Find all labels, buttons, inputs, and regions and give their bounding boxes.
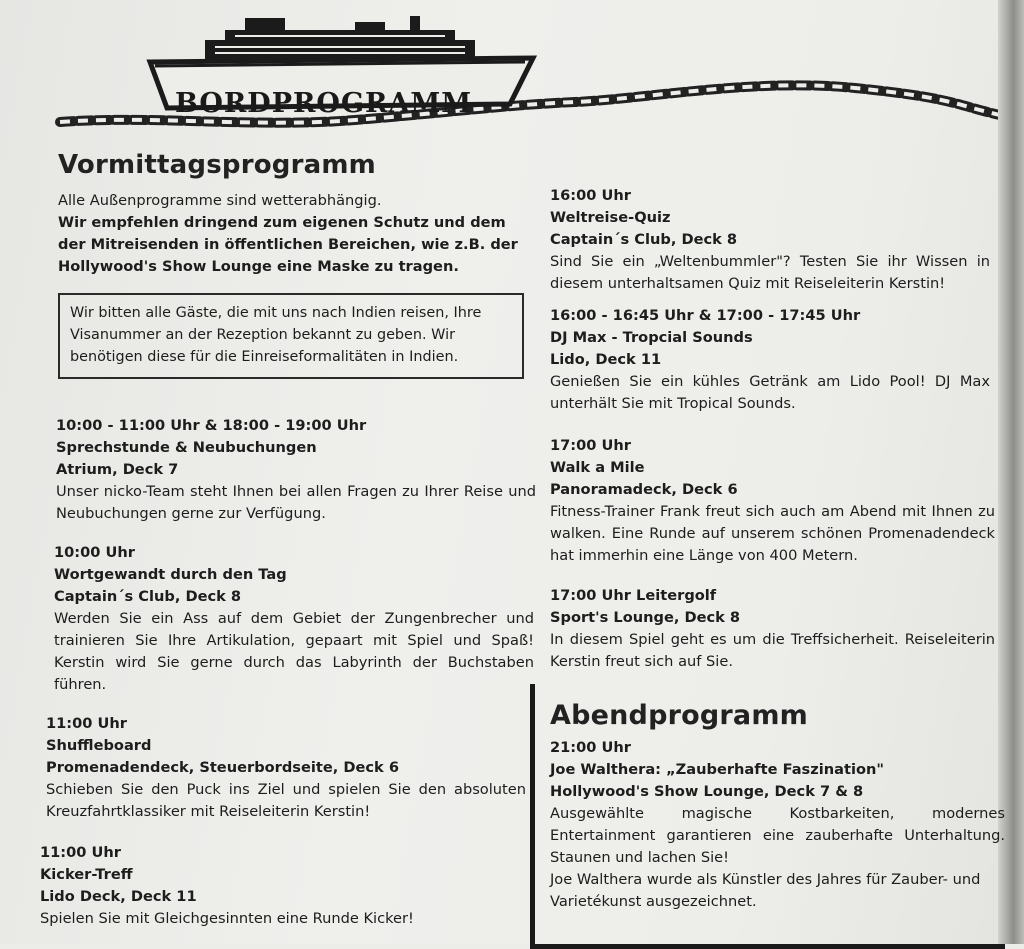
event-location: Promenadendeck, Steuerbordseite, Deck 6 xyxy=(46,759,399,776)
event-item xyxy=(46,713,526,823)
event-location: Captain´s Club, Deck 8 xyxy=(54,588,242,605)
event-location: Sport's Lounge, Deck 8 xyxy=(550,609,741,626)
event-location: Atrium, Deck 7 xyxy=(56,461,179,478)
intro-weather-note: Alle Außenprogramme sind wetterabhängig. xyxy=(58,192,382,209)
event-description: Werden Sie ein Ass auf dem Gebiet der Zungenbrecher und trainieren Sie Ihre Artikulation, gepaart mit Spiel und Spaß! Kerstin wird Sie gerne durch das Labyrinth der Buchstaben führen. xyxy=(54,610,534,693)
event-item xyxy=(550,185,990,295)
cruise-ship-icon xyxy=(55,10,1005,140)
event-description: In diesem Spiel geht es um die Treffsicherheit. Reiseleiterin Kerstin freut sich auf Sie. xyxy=(550,631,995,670)
event-title: DJ Max - Tropcial Sounds xyxy=(550,329,753,346)
event-title: Shuffleboard xyxy=(46,737,152,754)
visa-notice-box xyxy=(58,293,524,379)
event-item xyxy=(550,305,990,415)
event-time: 16:00 Uhr xyxy=(550,187,631,204)
event-location: Hollywood's Show Lounge, Deck 7 & 8 xyxy=(550,783,864,800)
event-time: 11:00 Uhr xyxy=(40,844,121,861)
event-item xyxy=(54,542,534,696)
morning-heading: Vormittagsprogramm xyxy=(58,150,376,180)
event-title: Joe Walthera: „Zauberhafte Faszination" xyxy=(550,761,884,778)
program-title: BORDPROGRAMM xyxy=(175,88,473,119)
event-description: Schieben Sie den Puck ins Ziel und spielen Sie den absoluten Kreuzfahrtklassiker mit Reiseleiterin Kerstin! xyxy=(46,781,526,820)
event-location: Panoramadeck, Deck 6 xyxy=(550,481,738,498)
event-description: Spielen Sie mit Gleichgesinnten eine Runde Kicker! xyxy=(40,910,414,927)
event-description: Ausgewählte magische Kostbarkeiten, modernes Entertainment garantieren eine zauberhafte Unterhaltung. Staunen und lachen Sie! xyxy=(550,805,1005,866)
event-time: 10:00 - 11:00 Uhr & 18:00 - 19:00 Uhr xyxy=(56,417,367,434)
event-title: Kicker-Treff xyxy=(40,866,133,883)
event-item xyxy=(550,585,995,673)
event-title: Weltreise-Quiz xyxy=(550,209,671,226)
intro xyxy=(58,190,528,278)
event-time: 16:00 - 16:45 Uhr & 17:00 - 17:45 Uhr xyxy=(550,307,861,324)
event-description: Fitness-Trainer Frank freut sich auch am Abend mit Ihnen zu walken. Eine Runde auf unserem schönen Promenadendeck hat immerhin eine Länge von 400 Metern. xyxy=(550,503,995,564)
event-time: 10:00 Uhr xyxy=(54,544,135,561)
intro-mask-note: Wir empfehlen dringend zum eigenen Schutz und dem der Mitreisenden in öffentlichen Bereichen, wie z.B. der Hollywood's Show Lounge eine Maske zu tragen. xyxy=(58,214,518,275)
event-time: 21:00 Uhr xyxy=(550,739,631,756)
event-description: Genießen Sie ein kühles Getränk am Lido Pool! DJ Max unterhält Sie mit Tropical Sounds. xyxy=(550,373,990,412)
event-title: Wortgewandt durch den Tag xyxy=(54,566,287,583)
evening-section xyxy=(550,700,1005,913)
visa-notice-text: Wir bitten alle Gäste, die mit uns nach Indien reisen, Ihre Visanummer an der Rezeption bekannt zu geben. Wir benötigen diese für die Einreiseformalitäten in Indien. xyxy=(70,305,482,365)
event-item xyxy=(56,415,536,525)
event-item xyxy=(40,842,520,930)
event-time: 17:00 Uhr xyxy=(550,437,631,454)
event-location: Captain´s Club, Deck 8 xyxy=(550,231,738,248)
event-title: Walk a Mile xyxy=(550,459,645,476)
header xyxy=(55,10,1005,140)
event-description-artist: Joe Walthera wurde als Künstler des Jahres für Zauber- und Varietékunst ausgezeichnet. xyxy=(550,871,981,910)
event-title: Sprechstunde & Neubuchungen xyxy=(56,439,317,456)
event-location: Lido, Deck 11 xyxy=(550,351,662,368)
event-location: Lido Deck, Deck 11 xyxy=(40,888,197,905)
event-description: Unser nicko-Team steht Ihnen bei allen Fragen zu Ihrer Reise und Neubuchungen gerne zur Verfügung. xyxy=(56,483,536,522)
event-time: 17:00 Uhr Leitergolf xyxy=(550,587,717,604)
evening-heading: Abendprogramm xyxy=(550,700,809,731)
event-description: Sind Sie ein „Weltenbummler"? Testen Sie ihr Wissen in diesem unterhaltsamen Quiz mit Reiseleiterin Kerstin! xyxy=(550,253,990,292)
event-time: 11:00 Uhr xyxy=(46,715,127,732)
event-item xyxy=(550,435,995,567)
